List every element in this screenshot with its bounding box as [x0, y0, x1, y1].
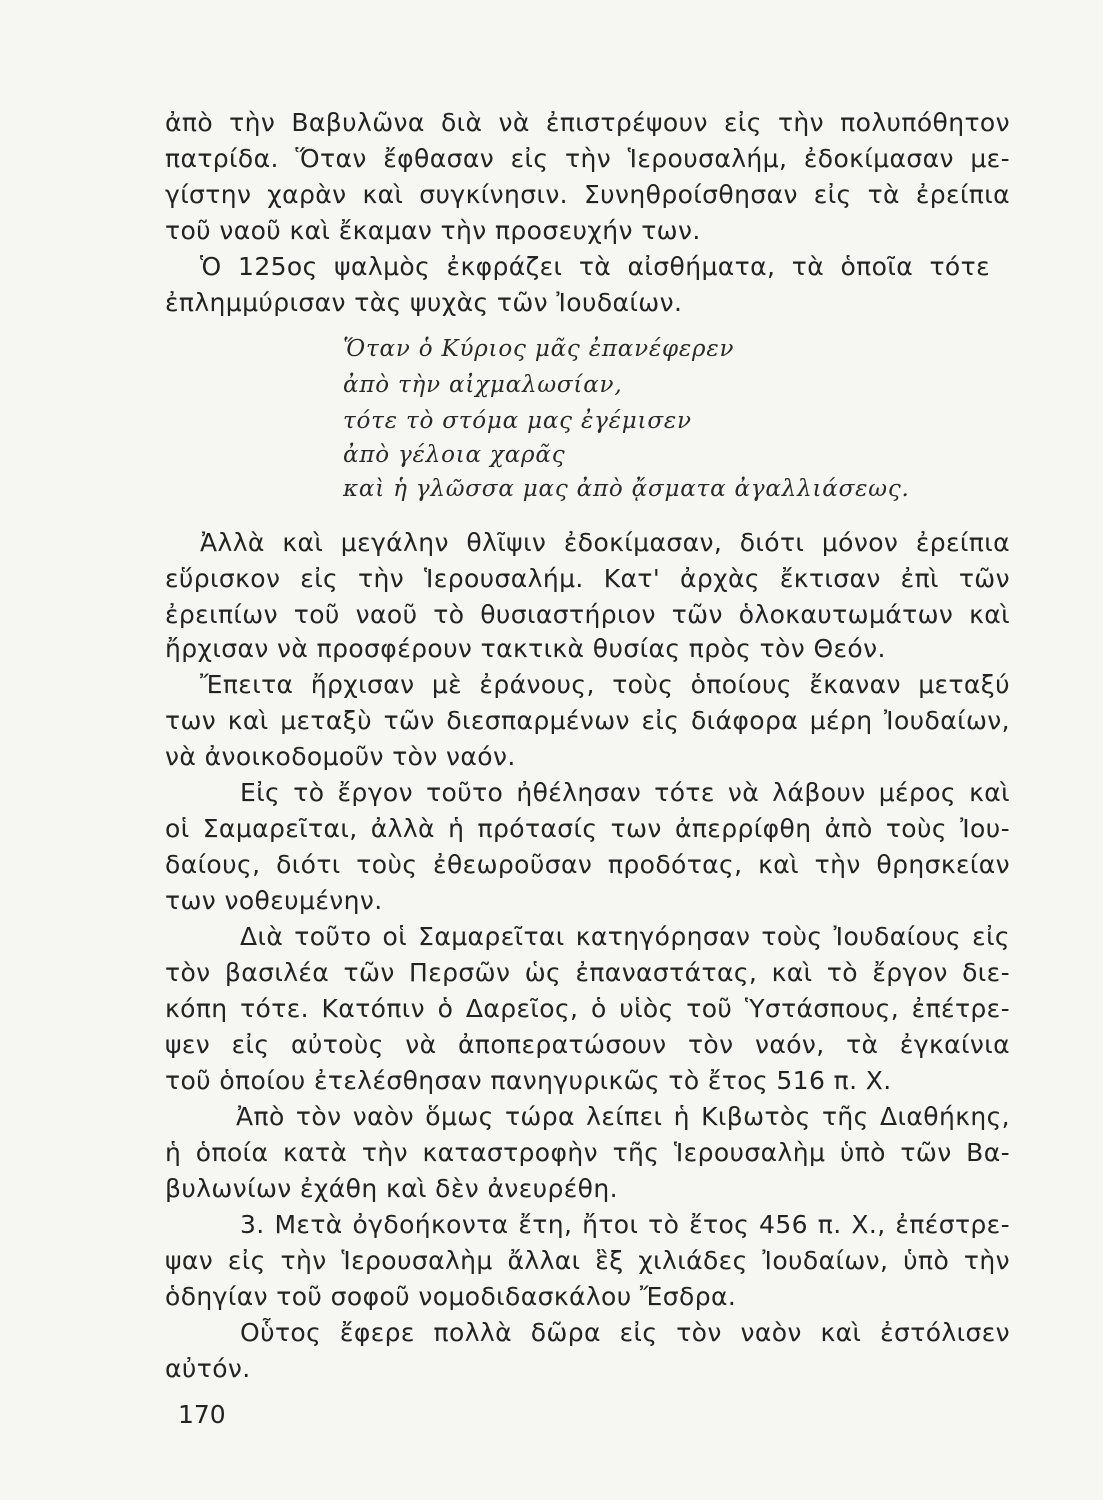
verse-line: τότε τὸ στόμα μας ἐγέμισεν — [343, 408, 692, 434]
text-line: οἱ Σαμαρεῖται, ἀλλὰ ἡ πρότασίς των ἀπερρίφθη ἀπὸ τοὺς Ἰου- — [165, 814, 1010, 843]
text-line: Ὁ 125ος ψαλμὸς ἐκφράζει τὰ αἰσθήματα, τὰ ὁποῖα τότε — [200, 252, 990, 281]
text-line: ἀπὸ τὴν Βαβυλῶνα διὰ νὰ ἐπιστρέψουν εἰς τὴν πολυπόθητον — [165, 108, 1010, 137]
text-line: Διὰ τοῦτο οἱ Σαμαρεῖται κατηγόρησαν τοὺς Ἰουδαίους εἰς — [240, 922, 1010, 951]
text-line: ψεν εἰς αὐτοὺς νὰ ἀποπερατώσουν τὸν ναόν, τὰ ἐγκαίνια — [165, 1030, 1010, 1059]
verse-line: ἀπὸ γέλοια χαρᾶς — [343, 442, 566, 468]
page-number: 170 — [178, 1400, 226, 1429]
verse-line: ἀπὸ τὴν αἰχμαλωσίαν, — [343, 372, 623, 398]
text-line: Οὗτος ἔφερε πολλὰ δῶρα εἰς τὸν ναὸν καὶ ἐστόλισεν — [240, 1318, 1010, 1347]
text-line: Ἀπὸ τὸν ναὸν ὅμως τώρα λείπει ἡ Κιβωτὸς τῆς Διαθήκης, — [236, 1102, 1010, 1131]
text-line: δαίους, διότι τοὺς ἐθεωροῦσαν προδότας, καὶ τὴν θρησκείαν — [165, 850, 1010, 879]
text-line: 3. Μετὰ ὀγδοήκοντα ἔτη, ἤτοι τὸ ἔτος 456 π. Χ., ἐπέστρε- — [240, 1210, 1010, 1239]
verse-line: Ὅταν ὁ Κύριος μᾶς ἐπανέφερεν — [343, 336, 735, 362]
text-line: Εἰς τὸ ἔργον τοῦτο ἠθέλησαν τότε νὰ λάβουν μέρος καὶ — [240, 778, 1010, 807]
text-line: βυλωνίων ἐχάθη καὶ δὲν ἀνευρέθη. — [165, 1174, 618, 1203]
text-line: τοῦ ναοῦ καὶ ἔκαμαν τὴν προσευχήν των. — [165, 216, 701, 245]
text-line: των νοθευμένην. — [165, 886, 383, 915]
text-line: πατρίδα. Ὅταν ἔφθασαν εἰς τὴν Ἱερουσαλήμ, ἐδοκίμασαν με- — [165, 144, 1010, 173]
text-line: κόπη τότε. Κατόπιν ὁ Δαρεῖος, ὁ υἱὸς τοῦ Ὑστάσπους, ἐπέτρε- — [165, 994, 1010, 1023]
text-line: γίστην χαρὰν καὶ συγκίνησιν. Συνηθροίσθησαν εἰς τὰ ἐρείπια — [165, 180, 1010, 209]
text-line: τὸν βασιλέα τῶν Περσῶν ὡς ἐπαναστάτας, καὶ τὸ ἔργον διε- — [165, 958, 1010, 987]
text-line: των καὶ μεταξὺ τῶν διεσπαρμένων εἰς διάφορα μέρη Ἰουδαίων, — [165, 706, 1010, 735]
text-line: ὁδηγίαν τοῦ σοφοῦ νομοδιδασκάλου Ἔσδρα. — [165, 1282, 737, 1311]
text-line: ἐπλημμύρισαν τὰς ψυχὰς τῶν Ἰουδαίων. — [165, 288, 683, 317]
text-line: τοῦ ὁποίου ἐτελέσθησαν πανηγυρικῶς τὸ ἔτος 516 π. Χ. — [165, 1066, 892, 1095]
text-line: ἡ ὁποία κατὰ τὴν καταστροφὴν τῆς Ἱερουσαλὴμ ὑπὸ τῶν Βα- — [165, 1138, 1010, 1167]
text-line: Ἀλλὰ καὶ μεγάλην θλῖψιν ἐδοκίμασαν, διότι μόνον ἐρείπια — [200, 528, 1010, 557]
text-line: ἐρειπίων τοῦ ναοῦ τὸ θυσιαστήριον τῶν ὁλοκαυτωμάτων καὶ — [165, 600, 1010, 629]
text-line: ἤρχισαν νὰ προσφέρουν τακτικὰ θυσίας πρὸς τὸν Θεόν. — [165, 634, 886, 663]
text-line: εὕρισκον εἰς τὴν Ἱερουσαλήμ. Κατ' ἀρχὰς ἔκτισαν ἐπὶ τῶν — [165, 564, 1010, 593]
text-line: αὐτόν. — [165, 1354, 251, 1383]
verse-line: καὶ ἡ γλῶσσα μας ἀπὸ ᾄσματα ἀγαλλιάσεως. — [343, 476, 910, 502]
text-line: Ἔπειτα ἤρχισαν μὲ ἐράνους, τοὺς ὁποίους ἔκαναν μεταξύ — [200, 670, 1010, 699]
text-line: ψαν εἰς τὴν Ἱερουσαλὴμ ἄλλαι ἓξ χιλιάδες Ἰουδαίων, ὑπὸ τὴν — [165, 1246, 1010, 1275]
text-line: νὰ ἀνοικοδομοῦν τὸν ναόν. — [165, 742, 516, 771]
